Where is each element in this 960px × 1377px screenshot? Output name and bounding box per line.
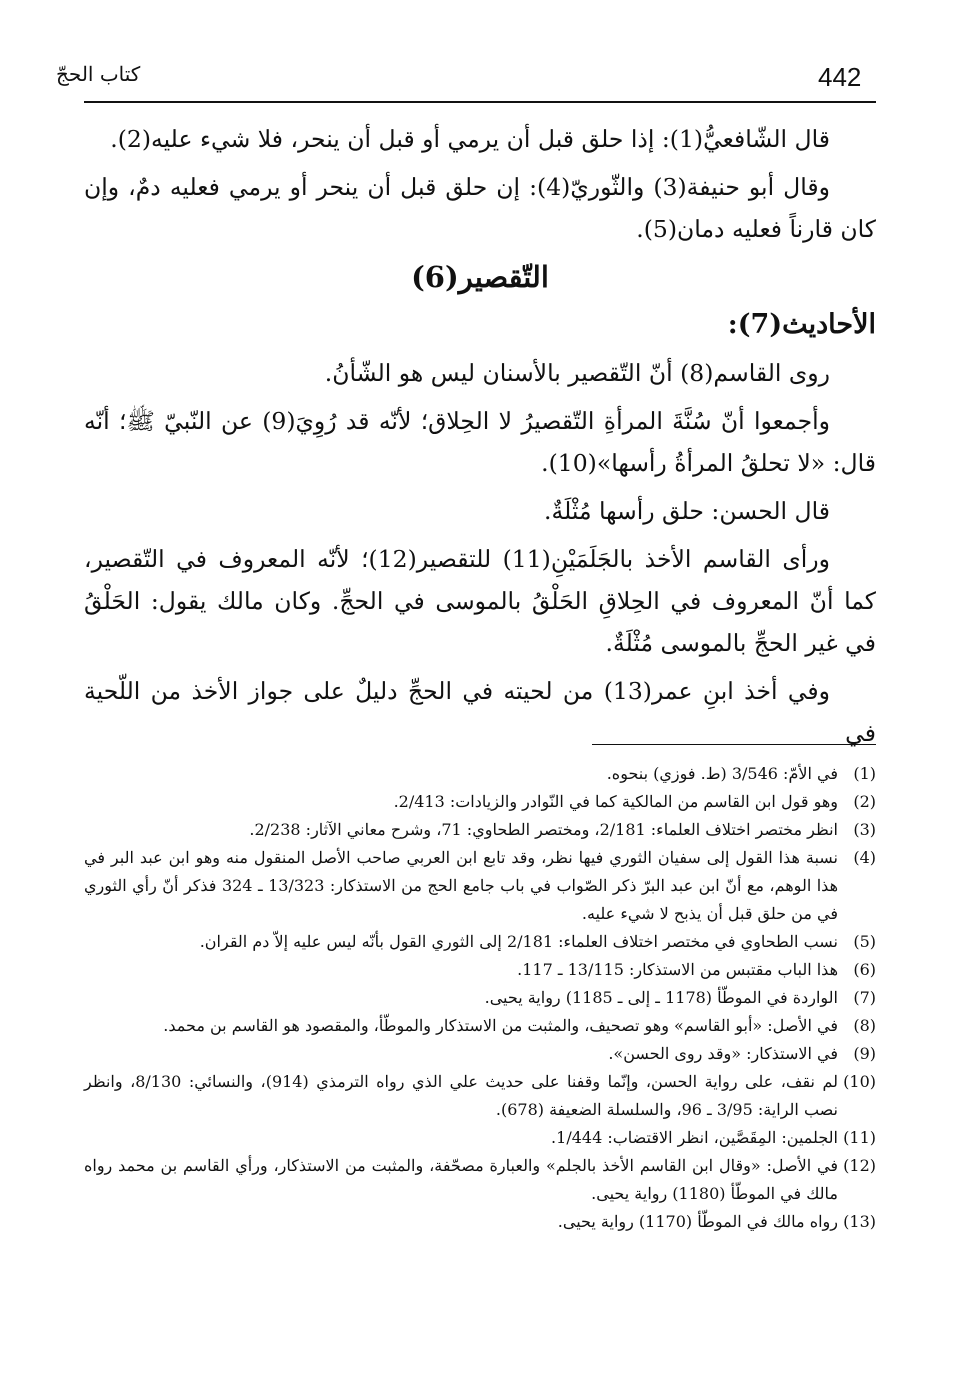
footnote-number: (13) (843, 1212, 876, 1231)
footnote (84, 928, 876, 956)
footnote-number: (6) (853, 960, 876, 979)
paragraph: وأجمعوا أنّ سُنَّةَ المرأةِ التّقصيرُ لا الحِلاق؛ لأنّه قد رُوِيَ(9) عن النّبيّ ﷺ؛ أنّه قال: «لا تحلقُ المرأةُ رأسها»(10). (84, 407, 876, 477)
footnote-number: (10) (843, 1072, 876, 1091)
paragraph: وقال أبو حنيفة(3) والثّوريّ(4): إن حلق قبل أن ينحر أو يرمي فعليه دمٌ، وإن كان قارناً فعليه دمان(5). (84, 173, 876, 243)
footnote-number: (11) (843, 1128, 876, 1147)
footnote-text: في الاستذكار: «وقد روى الحسن». (608, 1044, 838, 1063)
footnote-number: (1) (853, 764, 876, 783)
footnote (84, 1208, 876, 1236)
footnote-text: انظر مختصر اختلاف العلماء: 2/181، ومختصر الطحاوي: 71، وشرح معاني الآثار: 2/238. (249, 820, 838, 839)
footnote-number: (5) (853, 932, 876, 951)
footnote-text: نسبة هذا القول إلى سفيان الثوري فيها نظر، وقد تابع ابن العربي صاحب الأصل المنقول منه وهو ابن عبد البر في هذا الوهم، مع أنّ ابن عبد البرّ ذكر الصّواب في باب جامع الحج من الاستذكار: 13/323 ـ 324 فذكر أنّ رأي الثوري في من حلق قبل أن يذبح لا شيء عليه. (84, 848, 839, 923)
running-title: كتاب الحجّ (56, 62, 141, 86)
footnotes (84, 760, 876, 1236)
section-title: التّقصير(6) (411, 260, 549, 294)
footnote-text: في الأصل: «أبو القاسم» وهو تصحيف، والمثبت من الاستذكار والموطّأ، والمقصود هو القاسم بن محمد. (163, 1016, 838, 1035)
footnote (84, 816, 876, 844)
subheading: الأحاديث(7): (727, 309, 876, 340)
footnote-text: وهو قول ابن القاسم من المالكية كما في النّوادر والزيادات: 2/413. (393, 792, 838, 811)
footnote-text: لم نقف، على رواية الحسن، وإنّما وقفنا على حديث علي الذي رواه الترمذي (914)، والنسائي: 8/130، وانظر نصب الراية: 3/95 ـ 96، والسلسلة الضعيفة (678). (84, 1072, 838, 1119)
footnote-number: (12) (843, 1156, 876, 1175)
footnote (84, 788, 876, 816)
footnote-text: رواه مالك في الموطّأ (1170) رواية يحيى. (557, 1212, 838, 1231)
footnote (84, 1040, 876, 1068)
footnote-rule (592, 744, 876, 745)
footnote (84, 760, 876, 788)
main-text (84, 118, 876, 760)
footnote-text: الجلمين: المِقَصَّين، انظر الاقتضاب: 1/444. (551, 1128, 838, 1147)
footnote-text: في الأمّ: 3/546 (ط. فوزي) بنحوه. (606, 764, 838, 783)
header-rule (84, 101, 876, 103)
footnote (84, 956, 876, 984)
footnote-number: (4) (853, 848, 876, 867)
footnote (84, 1012, 876, 1040)
footnote (84, 844, 876, 928)
footnote (84, 1152, 876, 1208)
footnote-text: نسب الطحاوي في مختصر اختلاف العلماء: 2/181 إلى الثوري القول بأنّه ليس عليه إلاّ دم القران. (199, 932, 838, 951)
footnote-text: الواردة في الموطّأ (1178 ـ إلى ـ 1185) رواية يحيى. (484, 988, 838, 1007)
footnote-text: في الأصل: «وقال ابن القاسم الأخذ بالجلم» والعبارة مصحّفة، والمثبت من الاستذكار، ورأي القاسم بن محمد رواه مالك في الموطّأ (1180) رواية يحيى. (84, 1156, 838, 1203)
page-number: 442 (818, 62, 862, 92)
paragraph: ورأى القاسم الأخذ بالجَلَمَيْنِ(11) للتقصير(12)؛ لأنّه المعروف في التّقصير، كما أنّ المعروف في الحِلاقِ الحَلْقُ بالموسى في الحجِّ. وكان مالك يقول: الحَلْقُ في غير الحجِّ بالموسى مُثْلَةٌ. (84, 545, 876, 657)
footnote-number: (3) (853, 820, 876, 839)
paragraph: روى القاسم(8) أنّ التّقصير بالأسنان ليس هو الشّأنُ. (324, 359, 830, 387)
footnote-number: (8) (853, 1016, 876, 1035)
paragraph: قال الشّافعيُّ(1): إذا حلق قبل أن يرمي أو قبل أن ينحر، فلا شيء عليه(2). (110, 125, 830, 153)
footnote (84, 984, 876, 1012)
footnote-number: (2) (853, 792, 876, 811)
footnote (84, 1124, 876, 1152)
footnote-text: هذا الباب مقتبس من الاستذكار: 13/115 ـ 117. (517, 960, 838, 979)
paragraph: وفي أخذ ابنِ عمر(13) من لحيته في الحجِّ دليلٌ على جواز الأخذ من اللّحية في (84, 677, 876, 747)
footnote (84, 1068, 876, 1124)
footnote-number: (7) (853, 988, 876, 1007)
paragraph: قال الحسن: حلق رأسها مُثْلَةٌ. (544, 497, 830, 525)
footnote-number: (9) (853, 1044, 876, 1063)
